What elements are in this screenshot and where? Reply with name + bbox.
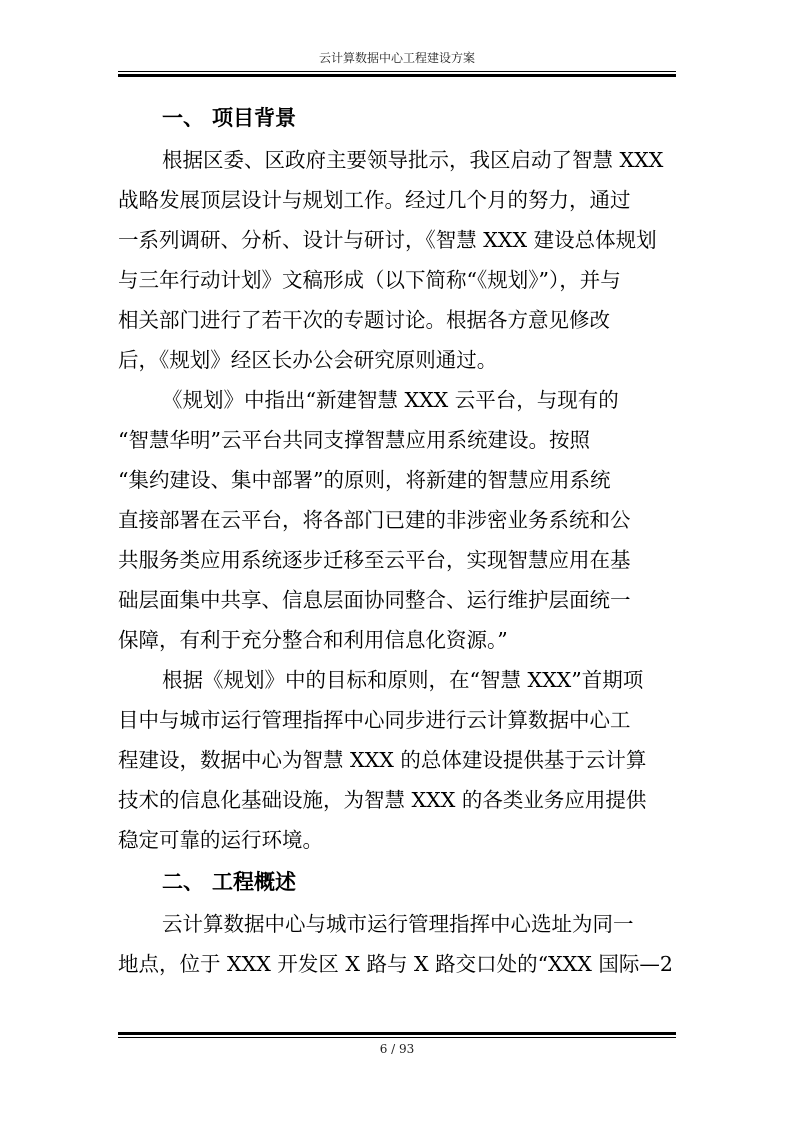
running-header-title: 云计算数据中心工程建设方案 <box>318 51 475 65</box>
text-line: 地点，位于 XXX 开发区 X 路与 X 路交口处的“XXX 国际—2 <box>118 952 673 976</box>
text-line: “智慧华明”云平台共同支撑智慧应用系统建设。按照 <box>118 428 590 452</box>
text-line: 直接部署在云平台，将各部门已建的非涉密业务系统和公 <box>118 508 631 532</box>
text-line: 共服务类应用系统逐步迁移至云平台，实现智慧应用在基 <box>118 548 631 572</box>
text-line: 云计算数据中心与城市运行管理指挥中心选址为同一 <box>162 912 634 936</box>
text-line: 战略发展顶层设计与规划工作。经过几个月的努力，通过 <box>118 188 631 212</box>
text-line: 一系列调研、分析、设计与研讨，《智慧 XXX 建设总体规划 <box>118 228 657 252</box>
text-line: 稳定可靠的运行环境。 <box>118 828 323 852</box>
paragraph <box>118 380 663 660</box>
text-line: 后，《规划》经区长办公会研究原则通过。 <box>118 348 498 372</box>
text-line: 技术的信息化基础设施，为智慧 XXX 的各类业务应用提供 <box>118 788 647 812</box>
paragraph <box>118 660 663 860</box>
paragraph <box>118 140 663 380</box>
text-line: 根据区委、区政府主要领导批示，我区启动了智慧 XXX <box>162 148 664 172</box>
paragraph <box>118 904 673 984</box>
text-line: 础层面集中共享、信息层面协同整合、运行维护层面统一 <box>118 588 631 612</box>
text-line: 《规划》中指出“新建智慧 XXX 云平台，与现有的 <box>162 388 619 412</box>
document-body <box>118 96 673 984</box>
header-divider-thin <box>118 71 676 72</box>
header-divider-thick <box>118 74 676 77</box>
text-line: 根据《规划》中的目标和原则，在“智慧 XXX”首期项 <box>162 668 644 692</box>
text-line: 与三年行动计划》文稿形成（以下简称“《规划》”），并与 <box>118 268 621 292</box>
text-line: 相关部门进行了若干次的专题讨论。根据各方意见修改 <box>118 308 610 332</box>
text-line: 程建设，数据中心为智慧 XXX 的总体建设提供基于云计算 <box>118 748 647 772</box>
section-heading <box>118 96 663 140</box>
text-line: 保障，有利于充分整合和利用信息化资源。” <box>118 628 508 652</box>
page-number: 6 / 93 <box>379 1042 415 1056</box>
footer-divider-thin <box>118 1037 676 1038</box>
section-title: 项目背景 <box>212 106 296 130</box>
footer-divider-thick <box>118 1032 676 1035</box>
section-number: 一、 <box>162 106 204 130</box>
text-line: “集约建设、集中部署”的原则，将新建的智慧应用系统 <box>118 468 611 492</box>
section-title: 工程概述 <box>212 870 296 894</box>
text-line: 目中与城市运行管理指挥中心同步进行云计算数据中心工 <box>118 708 631 732</box>
section-number: 二、 <box>162 870 204 894</box>
section-heading <box>118 860 663 904</box>
